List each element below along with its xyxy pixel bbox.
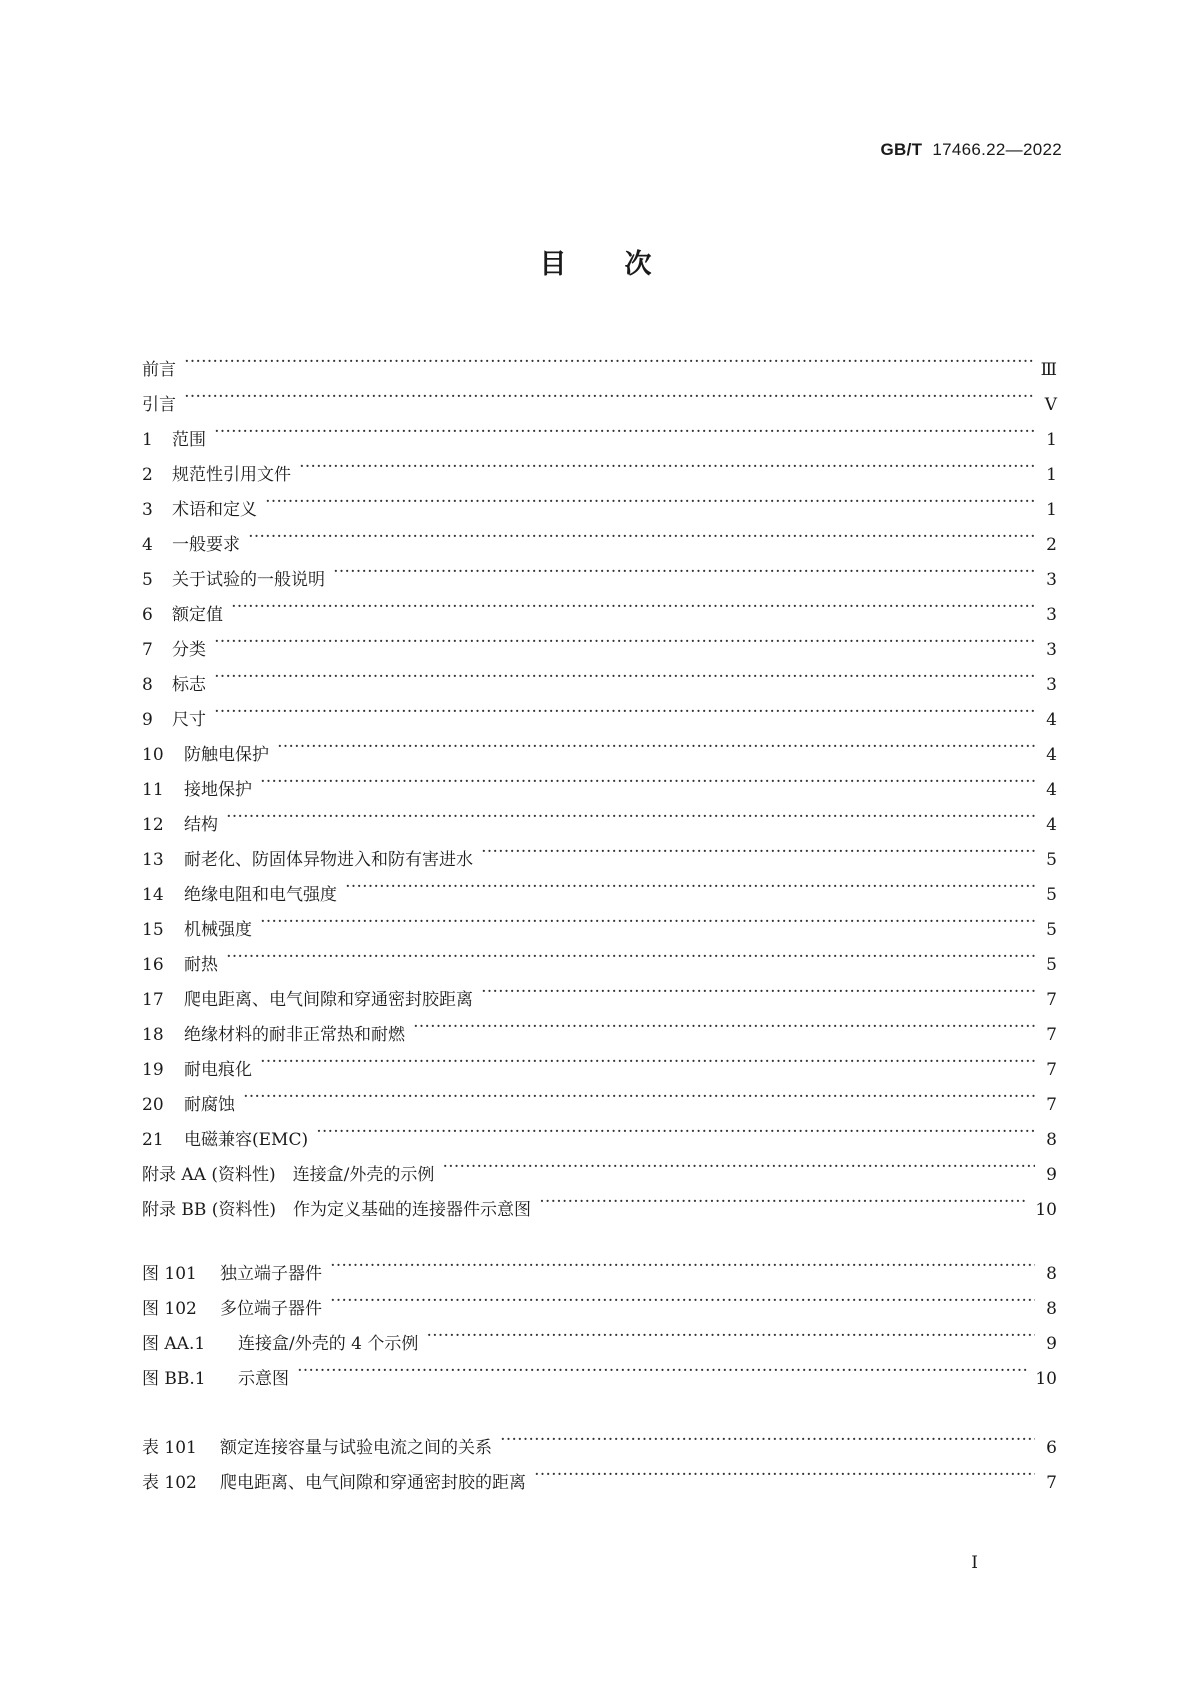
figure-label: 示意图 — [238, 1369, 289, 1389]
page-title: 目次 — [539, 249, 710, 280]
toc-entry-label: 引言 — [142, 395, 176, 415]
toc-entry-label: 机械强度 — [184, 920, 252, 940]
toc-entry-page: 3 — [1046, 675, 1057, 695]
leader-dots — [214, 410, 1035, 445]
figure-page: 9 — [1046, 1334, 1057, 1354]
figure-label: 连接盒/外壳的 4 个示例 — [238, 1334, 419, 1354]
toc-entry-number: 1 — [142, 430, 153, 450]
leader-dots — [534, 1453, 1035, 1488]
figure-number: 图 BB.1 — [142, 1369, 206, 1389]
toc-entry-label: 附录 BB (资料性) 作为定义基础的连接器件示意图 — [142, 1200, 532, 1220]
toc-entry-label: 爬电距离、电气间隙和穿通密封胶距离 — [184, 990, 473, 1010]
leader-dots — [330, 1279, 1035, 1314]
toc-figures-list — [142, 1244, 1057, 1389]
footer-page-number: Ⅰ — [971, 1553, 978, 1573]
toc-entry-label: 结构 — [184, 815, 218, 835]
toc-entry[interactable] — [142, 935, 1057, 975]
toc-entry-page: 3 — [1046, 640, 1057, 660]
toc-entry-label: 耐腐蚀 — [184, 1095, 235, 1115]
toc-entry[interactable] — [142, 1110, 1057, 1150]
leader-dots — [539, 1180, 1027, 1215]
leader-dots — [333, 550, 1035, 585]
leader-dots — [413, 1005, 1035, 1040]
figure-number: 图 AA.1 — [142, 1334, 206, 1354]
leader-dots — [214, 620, 1035, 655]
toc-entry-number: 4 — [142, 535, 153, 555]
toc-entry-label: 前言 — [142, 360, 176, 380]
leader-dots — [184, 340, 1033, 375]
toc-entry-number: 12 — [142, 815, 164, 835]
toc-entry-label: 电磁兼容(EMC) — [184, 1130, 309, 1150]
toc-entry-number: 15 — [142, 920, 164, 940]
leader-dots — [330, 1244, 1035, 1279]
leader-dots — [481, 830, 1035, 865]
toc-entry[interactable] — [142, 970, 1057, 1010]
table-page: 6 — [1046, 1438, 1057, 1458]
toc-entry-label: 绝缘材料的耐非正常热和耐燃 — [184, 1025, 405, 1045]
table-number: 表 101 — [142, 1438, 197, 1458]
toc-entry[interactable] — [142, 1075, 1057, 1115]
toc-entry-page: 1 — [1046, 430, 1057, 450]
leader-dots — [184, 375, 1035, 410]
toc-entry-label: 尺寸 — [172, 710, 206, 730]
toc-entry-label: 附录 AA (资料性) 连接盒/外壳的示例 — [142, 1165, 435, 1185]
toc-entry-label: 耐热 — [184, 955, 218, 975]
toc-entry-page: 1 — [1046, 500, 1057, 520]
toc-entry-number: 13 — [142, 850, 164, 870]
toc-entry-label: 防触电保护 — [184, 745, 269, 765]
leader-dots — [316, 1110, 1035, 1145]
toc-entry-number: 19 — [142, 1060, 164, 1080]
toc-entry-page: 7 — [1046, 1060, 1057, 1080]
toc-entry-label: 耐电痕化 — [184, 1060, 252, 1080]
toc-entry-page: 4 — [1046, 710, 1057, 730]
leader-dots — [243, 1075, 1035, 1110]
toc-entry-page: 9 — [1046, 1165, 1057, 1185]
toc-entry-label: 一般要求 — [172, 535, 240, 555]
toc-entry[interactable] — [142, 585, 1057, 625]
figure-number: 图 102 — [142, 1299, 197, 1319]
toc-entry-number: 20 — [142, 1095, 164, 1115]
toc-entry-number: 18 — [142, 1025, 164, 1045]
toc-entry[interactable] — [142, 760, 1057, 800]
toc-entry-number: 17 — [142, 990, 164, 1010]
figure-label: 独立端子器件 — [220, 1264, 322, 1284]
standard-number: 17466.22—2022 — [932, 140, 1062, 159]
leader-dots — [260, 1040, 1035, 1075]
toc-entry-number: 3 — [142, 500, 153, 520]
toc-entry[interactable] — [142, 655, 1057, 695]
toc-entry-number: 9 — [142, 710, 153, 730]
figure-page: 10 — [1035, 1369, 1057, 1389]
leader-dots — [226, 935, 1035, 970]
toc-entry[interactable] — [142, 375, 1057, 415]
leader-dots — [426, 1314, 1035, 1349]
standard-prefix: GB/T — [880, 140, 923, 159]
leader-dots — [231, 585, 1035, 620]
leader-dots — [297, 1349, 1027, 1384]
toc-entry[interactable] — [142, 480, 1057, 520]
toc-entry-page: 7 — [1046, 990, 1057, 1010]
toc-entry[interactable] — [142, 445, 1057, 485]
toc-entry-label: 标志 — [172, 675, 206, 695]
table-label: 爬电距离、电气间隙和穿通密封胶的距离 — [220, 1473, 526, 1493]
toc-table-entry[interactable] — [142, 1418, 1057, 1458]
toc-entry[interactable] — [142, 900, 1057, 940]
toc-entry[interactable] — [142, 550, 1057, 590]
leader-dots — [277, 725, 1035, 760]
toc-entry-number: 7 — [142, 640, 153, 660]
toc-entry-label: 耐老化、防固体异物进入和防有害进水 — [184, 850, 473, 870]
toc-entry-number: 6 — [142, 605, 153, 625]
toc-entry-number: 11 — [142, 780, 164, 800]
toc-entry[interactable] — [142, 620, 1057, 660]
leader-dots — [226, 795, 1035, 830]
figure-label: 多位端子器件 — [220, 1299, 322, 1319]
toc-entry-page: 3 — [1046, 570, 1057, 590]
toc-entry-label: 分类 — [172, 640, 206, 660]
standard-code — [881, 140, 1062, 160]
toc-entry-page: Ⅴ — [1044, 395, 1057, 415]
toc-entry-label: 额定值 — [172, 605, 223, 625]
toc-entry-page: Ⅲ — [1040, 360, 1057, 380]
toc-figure-entry[interactable] — [142, 1244, 1057, 1284]
leader-dots — [248, 515, 1035, 550]
leader-dots — [442, 1145, 1035, 1180]
toc-entry-label: 接地保护 — [184, 780, 252, 800]
leader-dots — [500, 1418, 1035, 1453]
toc-entry-page: 8 — [1046, 1130, 1057, 1150]
toc-entry-label: 术语和定义 — [172, 500, 257, 520]
leader-dots — [260, 760, 1035, 795]
toc-entry-label: 绝缘电阻和电气强度 — [184, 885, 337, 905]
toc-entry-page: 4 — [1046, 745, 1057, 765]
toc-entry-number: 2 — [142, 465, 153, 485]
toc-entry-page: 4 — [1046, 780, 1057, 800]
toc-entry-page: 2 — [1046, 535, 1057, 555]
table-page: 7 — [1046, 1473, 1057, 1493]
toc-entry[interactable] — [142, 725, 1057, 765]
toc-entry-label: 关于试验的一般说明 — [172, 570, 325, 590]
table-number: 表 102 — [142, 1473, 197, 1493]
figure-page: 8 — [1046, 1299, 1057, 1319]
toc-entry-page: 3 — [1046, 605, 1057, 625]
toc-entry[interactable] — [142, 1040, 1057, 1080]
toc-entry[interactable] — [142, 515, 1057, 555]
toc-entry-number: 14 — [142, 885, 164, 905]
toc-entry-number: 10 — [142, 745, 164, 765]
toc-entry-page: 7 — [1046, 1095, 1057, 1115]
table-label: 额定连接容量与试验电流之间的关系 — [220, 1438, 492, 1458]
toc-entry[interactable] — [142, 410, 1057, 450]
toc-entry-label: 范围 — [172, 430, 206, 450]
toc-main-list — [142, 340, 1057, 1220]
figure-page: 8 — [1046, 1264, 1057, 1284]
toc-tables-list — [142, 1418, 1057, 1493]
toc-entry-number: 21 — [142, 1130, 164, 1150]
toc-entry-number: 8 — [142, 675, 153, 695]
leader-dots — [299, 445, 1035, 480]
toc-entry-page: 5 — [1046, 885, 1057, 905]
leader-dots — [214, 655, 1035, 690]
leader-dots — [260, 900, 1035, 935]
toc-entry[interactable] — [142, 830, 1057, 870]
toc-entry-page: 5 — [1046, 850, 1057, 870]
toc-entry-page: 4 — [1046, 815, 1057, 835]
leader-dots — [265, 480, 1035, 515]
toc-entry-page: 1 — [1046, 465, 1057, 485]
toc-entry[interactable] — [142, 690, 1057, 730]
toc-entry-page: 5 — [1046, 955, 1057, 975]
toc-entry-label: 规范性引用文件 — [172, 465, 291, 485]
toc-entry-number: 5 — [142, 570, 153, 590]
toc-entry[interactable] — [142, 340, 1057, 380]
leader-dots — [481, 970, 1035, 1005]
toc-entry-page: 10 — [1035, 1200, 1057, 1220]
toc-entry-number: 16 — [142, 955, 164, 975]
leader-dots — [345, 865, 1035, 900]
leader-dots — [214, 690, 1035, 725]
toc-entry[interactable] — [142, 795, 1057, 835]
toc-entry-page: 7 — [1046, 1025, 1057, 1045]
toc-entry-page: 5 — [1046, 920, 1057, 940]
figure-number: 图 101 — [142, 1264, 197, 1284]
